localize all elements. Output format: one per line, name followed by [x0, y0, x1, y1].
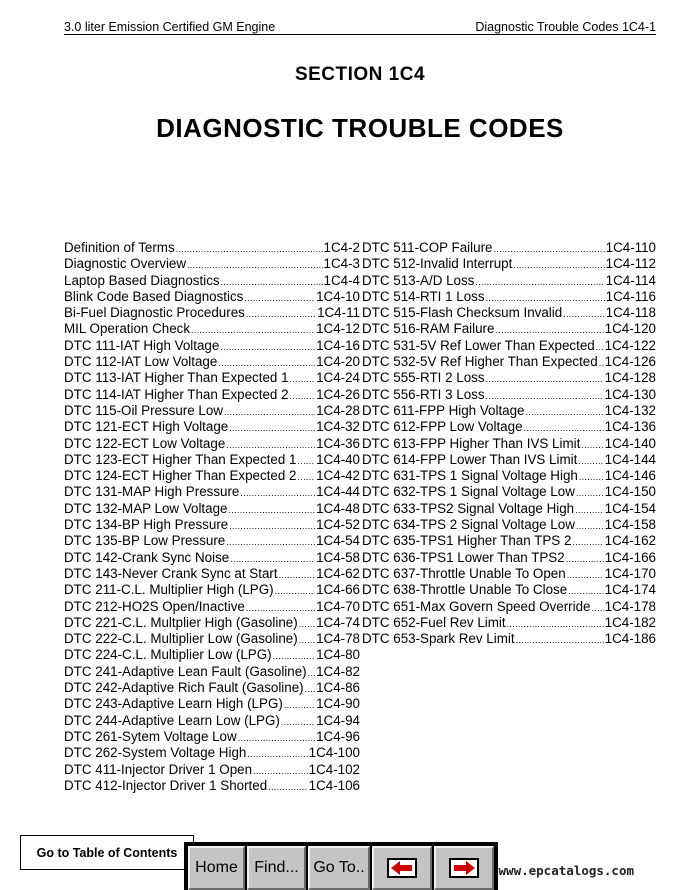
toc-dot-leader: [244, 290, 315, 306]
toc-entry[interactable]: [362, 354, 656, 370]
toc-entry-title: DTC 636-TPS1 Lower Than TPS2: [362, 549, 565, 565]
toc-entry-page: 1C4-136: [604, 419, 656, 435]
toc-entry[interactable]: [64, 778, 360, 794]
toc-dot-leader: [273, 648, 315, 664]
toc-entry-page: 1C4-78: [316, 631, 360, 647]
toc-entry-title: DTC 261-Sytem Voltage Low: [64, 728, 237, 744]
toc-entry-title: DTC 652-Fuel Rev Limit: [362, 614, 506, 630]
toc-dot-leader: [226, 534, 315, 550]
toc-entry[interactable]: [64, 533, 360, 549]
toc-entry-title: DTC 515-Flash Checksum Invalid: [362, 305, 563, 321]
toc-entry[interactable]: [362, 517, 656, 533]
toc-entry[interactable]: [64, 338, 360, 354]
toc-entry-page: 1C4-82: [316, 663, 360, 679]
toc-entry-title: DTC 113-IAT Higher Than Expected 1: [64, 370, 289, 386]
toc-entry[interactable]: [64, 256, 360, 272]
toc-entry[interactable]: [362, 484, 656, 500]
toc-entry-title: DTC 531-5V Ref Lower Than Expected: [362, 337, 595, 353]
toc-entry-page: 1C4-4: [323, 272, 360, 288]
toc-entry-title: DTC 241-Adaptive Lean Fault (Gasoline): [64, 663, 307, 679]
toc-entry[interactable]: [362, 256, 656, 272]
header-right: Diagnostic Trouble Codes 1C4-1: [475, 20, 656, 34]
toc-entry-page: 1C4-116: [605, 288, 656, 304]
toc-entry-title: DTC 637-Throttle Unable To Open: [362, 565, 566, 581]
toc-dot-leader: [524, 420, 604, 436]
toc-entry-title: DTC 511-COP Failure: [362, 240, 493, 255]
toc-entry-page: 1C4-62: [316, 565, 360, 581]
toc-entry[interactable]: [64, 631, 360, 647]
toc-entry[interactable]: [362, 550, 656, 566]
toc-entry-title: DTC 633-TPS2 Signal Voltage High: [362, 500, 575, 516]
toc-entry-page: 1C4-132: [604, 402, 656, 418]
toc-entry[interactable]: [362, 582, 656, 598]
toc-entry[interactable]: [64, 745, 360, 761]
toc-entry[interactable]: [362, 289, 656, 305]
toc-left-column: [64, 240, 360, 794]
toc-entry-page: 1C4-114: [605, 272, 656, 288]
toc-entry-page: 1C4-112: [605, 256, 656, 272]
toc-entry-title: DTC 121-ECT High Voltage: [64, 419, 229, 435]
toc-entry-title: DTC 613-FPP Higher Than IVS Limit: [362, 435, 581, 451]
toc-entry[interactable]: [64, 599, 360, 615]
toc-entry-page: 1C4-186: [604, 631, 656, 647]
toc-entry-page: 1C4-2: [323, 240, 360, 255]
toc-entry-title: DTC 224-C.L. Multiplier Low (LPG): [64, 647, 272, 663]
toc-entry-title: DTC 513-A/D Loss: [362, 272, 475, 288]
toc-dot-leader: [279, 567, 316, 583]
toc-entry-page: 1C4-106: [308, 777, 360, 793]
toc-entry-title: DTC 614-FPP Lower Than IVS Limit: [362, 451, 578, 467]
header-left: 3.0 liter Emission Certified GM Engine: [64, 20, 276, 34]
toc-entry-page: 1C4-128: [604, 370, 656, 386]
toc-entry-title: DTC 122-ECT Low Voltage: [64, 435, 226, 451]
toc-dot-leader: [246, 306, 316, 322]
toc-dot-leader: [281, 714, 315, 730]
toc-entry[interactable]: [64, 273, 360, 289]
toc-entry-page: 1C4-144: [604, 451, 656, 467]
toc-dot-leader: [572, 534, 603, 550]
toc-entry[interactable]: [64, 566, 360, 582]
toc-entry-page: 1C4-178: [604, 598, 656, 614]
back-button[interactable]: [372, 846, 432, 890]
toc-dot-leader: [486, 371, 604, 387]
toc-entry-title: DTC 134-BP High Pressure: [64, 517, 229, 533]
toc-entry-title: DTC 124-ECT Higher Than Expected 2: [64, 468, 297, 484]
go-to-button[interactable]: Go To..: [308, 846, 370, 890]
toc-dot-leader: [578, 453, 603, 469]
toc-entry-title: DTC 651-Max Govern Speed Override: [362, 598, 591, 614]
toc-entry-page: 1C4-110: [605, 240, 656, 255]
watermark-text: www.epcatalogs.com: [498, 863, 634, 878]
toc-entry-title: DTC 653-Spark Rev Limit: [362, 631, 515, 647]
toc-dot-leader: [513, 257, 604, 273]
toc-dot-leader: [246, 600, 315, 616]
toc-entry-page: 1C4-80: [316, 647, 360, 663]
toc-entry-title: DTC 111-IAT High Voltage: [64, 337, 220, 353]
toc-dot-leader: [576, 485, 604, 501]
toc-entry-page: 1C4-90: [316, 696, 360, 712]
header-rule: [64, 34, 656, 35]
toc-dot-leader: [493, 241, 604, 257]
toc-dot-leader: [563, 306, 604, 322]
toc-entry-title: DTC 612-FPP Low Voltage: [362, 419, 523, 435]
toc-entry-page: 1C4-54: [316, 533, 360, 549]
toc-entry[interactable]: [64, 289, 360, 305]
toc-entry-title: DTC 611-FPP High Voltage: [362, 402, 525, 418]
toc-dot-leader: [299, 632, 315, 648]
toc-entry[interactable]: [362, 273, 656, 289]
toc-entry-title: DTC 244-Adaptive Learn Low (LPG): [64, 712, 280, 728]
toc-entry-page: 1C4-32: [316, 419, 360, 435]
toc-dot-leader: [526, 404, 604, 420]
toc-entry[interactable]: [64, 729, 360, 745]
toc-entry-title: DTC 222-C.L. Multiplier Low (Gasoline): [64, 631, 298, 647]
toc-entry[interactable]: [64, 484, 360, 500]
toc-entry[interactable]: [64, 468, 360, 484]
toc-entry[interactable]: [362, 566, 656, 582]
toc-entry-title: DTC 412-Injector Driver 1 Shorted: [64, 777, 268, 793]
toc-entry-page: 1C4-170: [604, 565, 656, 581]
toc-entry-title: DTC 131-MAP High Pressure: [64, 484, 240, 500]
toc-entry-title: DTC 132-MAP Low Voltage: [64, 500, 228, 516]
toc-entry[interactable]: [362, 338, 656, 354]
toc-entry[interactable]: [362, 240, 656, 256]
toc-entry[interactable]: [64, 321, 360, 337]
toc-dot-leader: [475, 274, 604, 290]
toc-entry-title: DTC 135-BP Low Pressure: [64, 533, 226, 549]
toc-entry-title: Bi-Fuel Diagnostic Procedures: [64, 305, 245, 321]
toc-entry[interactable]: [362, 321, 656, 337]
toc-entry-page: 1C4-102: [308, 761, 360, 777]
toc-entry-page: 1C4-182: [604, 614, 656, 630]
toc-entry-page: 1C4-66: [316, 582, 360, 598]
toc-dot-leader: [290, 371, 316, 387]
toc-entry-page: 1C4-100: [308, 745, 360, 761]
toc-entry-page: 1C4-74: [316, 614, 360, 630]
toc-dot-leader: [191, 322, 315, 338]
toc-entry[interactable]: [64, 762, 360, 778]
toc-dot-leader: [229, 502, 316, 518]
toc-dot-leader: [305, 681, 315, 697]
toc-entry[interactable]: [64, 582, 360, 598]
toc-entry-title: DTC 635-TPS1 Higher Than TPS 2: [362, 533, 572, 549]
toc-entry-title: DTC 634-TPS 2 Signal Voltage Low: [362, 517, 575, 533]
toc-entry-page: 1C4-158: [604, 517, 656, 533]
toc-entry[interactable]: [64, 452, 360, 468]
toc-dot-leader: [221, 274, 323, 290]
toc-entry-page: 1C4-140: [604, 435, 656, 451]
toc-dot-leader: [247, 746, 307, 762]
toc-entry[interactable]: [64, 696, 360, 712]
toc-entry-title: Laptop Based Diagnostics: [64, 272, 220, 288]
toc-entry-page: 1C4-26: [316, 386, 360, 402]
toc-entry-page: 1C4-10: [316, 288, 360, 304]
forward-button[interactable]: [434, 846, 494, 890]
toc-entry-page: 1C4-24: [316, 370, 360, 386]
toc-entry-title: Definition of Terms: [64, 240, 175, 255]
toc-dot-leader: [253, 763, 308, 779]
toc-entry-page: 1C4-146: [604, 468, 656, 484]
toc-dot-leader: [576, 518, 604, 534]
toc-entry-page: 1C4-166: [604, 549, 656, 565]
toc-entry[interactable]: [64, 240, 360, 256]
toc-entry[interactable]: [64, 713, 360, 729]
toc-entry[interactable]: [362, 533, 656, 549]
toc-entry-title: DTC 516-RAM Failure: [362, 321, 495, 337]
toc-entry-page: 1C4-44: [316, 484, 360, 500]
toc-entry-page: 1C4-40: [316, 451, 360, 467]
toc-dot-leader: [507, 616, 604, 632]
go-to-table-of-contents-button[interactable]: Go to Table of Contents: [20, 835, 194, 870]
toc-entry[interactable]: [64, 370, 360, 386]
toc-entry-title: DTC 212-HO2S Open/Inactive: [64, 598, 245, 614]
toc-dot-leader: [275, 583, 315, 599]
toc-dot-leader: [284, 697, 315, 713]
toc-entry[interactable]: [64, 354, 360, 370]
home-button[interactable]: Home: [188, 846, 245, 890]
toc-entry-title: DTC 114-IAT Higher Than Expected 2: [64, 386, 289, 402]
toc-entry[interactable]: [362, 419, 656, 435]
toc-entry-title: DTC 514-RTI 1 Loss: [362, 288, 485, 304]
toc-entry[interactable]: [362, 452, 656, 468]
toc-entry[interactable]: [64, 615, 360, 631]
toc-dot-leader: [238, 730, 315, 746]
toc-entry[interactable]: [362, 305, 656, 321]
toc-entry-title: DTC 262-System Voltage High: [64, 745, 247, 761]
toc-entry[interactable]: [64, 387, 360, 403]
toc-entry[interactable]: [64, 305, 360, 321]
toc-entry[interactable]: [362, 615, 656, 631]
toc-dot-leader: [229, 518, 315, 534]
page-title: DIAGNOSTIC TROUBLE CODES: [156, 113, 564, 143]
toc-entry[interactable]: [64, 664, 360, 680]
toc-entry[interactable]: [362, 468, 656, 484]
toc-dot-leader: [299, 616, 315, 632]
toc-entry-page: 1C4-42: [316, 468, 360, 484]
toc-entry[interactable]: [362, 387, 656, 403]
toc-entry-title: Blink Code Based Diagnostics: [64, 288, 244, 304]
navigation-bar: [184, 842, 498, 890]
toc-dot-leader: [486, 388, 604, 404]
toc-entry-title: DTC 631-TPS 1 Signal Voltage High: [362, 468, 578, 484]
toc-entry-title: DTC 211-C.L. Multiplier High (LPG): [64, 582, 274, 598]
toc-entry-page: 1C4-162: [604, 533, 656, 549]
toc-dot-leader: [581, 437, 603, 453]
toc-dot-leader: [599, 355, 604, 371]
toc-entry-page: 1C4-12: [316, 321, 360, 337]
back-arrow-icon: [387, 858, 417, 878]
toc-dot-leader: [308, 665, 315, 681]
toc-dot-leader: [495, 322, 603, 338]
toc-entry[interactable]: [64, 517, 360, 533]
toc-dot-leader: [224, 404, 315, 420]
toc-entry-title: DTC 512-Invalid Interrupt: [362, 256, 513, 272]
toc-entry-title: DTC 115-Oil Pressure Low: [64, 402, 224, 418]
toc-dot-leader: [268, 779, 307, 795]
toc-dot-leader: [297, 453, 315, 469]
toc-entry-page: 1C4-118: [605, 305, 656, 321]
toc-entry-title: DTC 411-Injector Driver 1 Open: [64, 761, 253, 777]
toc-entry-title: DTC 112-IAT Low Voltage: [64, 354, 218, 370]
toc-entry[interactable]: [362, 403, 656, 419]
toc-dot-leader: [240, 485, 315, 501]
toc-entry[interactable]: [362, 370, 656, 386]
toc-entry-page: 1C4-36: [316, 435, 360, 451]
toc-dot-leader: [591, 600, 603, 616]
toc-entry-page: 1C4-130: [604, 386, 656, 402]
toc-entry-page: 1C4-48: [316, 500, 360, 516]
toc-entry-page: 1C4-94: [316, 712, 360, 728]
toc-right-column: [362, 240, 656, 647]
toc-entry[interactable]: [64, 501, 360, 517]
toc-entry-page: 1C4-70: [316, 598, 360, 614]
toc-entry-page: 1C4-3: [323, 256, 360, 272]
toc-entry-title: DTC 243-Adaptive Learn High (LPG): [64, 696, 283, 712]
toc-entry[interactable]: [64, 680, 360, 696]
toc-entry-title: DTC 555-RTI 2 Loss: [362, 370, 485, 386]
toc-entry-page: 1C4-126: [604, 354, 656, 370]
toc-entry-title: DTC 242-Adaptive Rich Fault (Gasoline): [64, 680, 304, 696]
find-button[interactable]: Find...: [247, 846, 306, 890]
toc-dot-leader: [575, 502, 603, 518]
toc-dot-leader: [579, 469, 604, 485]
toc-dot-leader: [596, 339, 604, 355]
forward-arrow-icon: [449, 858, 479, 878]
section-heading: SECTION 1C4: [294, 64, 426, 85]
toc-entry-page: 1C4-16: [316, 337, 360, 353]
toc-entry[interactable]: [362, 599, 656, 615]
toc-entry-title: DTC 532-5V Ref Higher Than Expected: [362, 354, 598, 370]
toc-dot-leader: [220, 339, 315, 355]
toc-entry-page: 1C4-174: [604, 582, 656, 598]
toc-entry[interactable]: [64, 647, 360, 663]
toc-entry[interactable]: [64, 403, 360, 419]
toc-entry-title: DTC 556-RTI 3 Loss: [362, 386, 485, 402]
toc-dot-leader: [486, 290, 605, 306]
toc-entry[interactable]: [362, 436, 656, 452]
toc-entry[interactable]: [362, 631, 656, 647]
toc-dot-leader: [229, 420, 315, 436]
toc-entry[interactable]: [64, 550, 360, 566]
toc-entry-title: DTC 123-ECT Higher Than Expected 1: [64, 451, 297, 467]
toc-dot-leader: [516, 632, 604, 648]
toc-entry-title: DTC 142-Crank Sync Noise: [64, 549, 230, 565]
toc-entry-page: 1C4-154: [604, 500, 656, 516]
toc-dot-leader: [566, 551, 604, 567]
toc-entry-page: 1C4-120: [604, 321, 656, 337]
toc-dot-leader: [297, 469, 315, 485]
toc-dot-leader: [290, 388, 316, 404]
toc-entry-page: 1C4-122: [604, 337, 656, 353]
toc-dot-leader: [568, 583, 603, 599]
toc-entry-page: 1C4-20: [316, 354, 360, 370]
toc-entry-page: 1C4-11: [317, 305, 360, 321]
toc-entry-page: 1C4-58: [316, 549, 360, 565]
toc-entry-page: 1C4-86: [316, 680, 360, 696]
toc-entry[interactable]: [362, 501, 656, 517]
toc-entry[interactable]: [64, 436, 360, 452]
toc-entry-page: 1C4-150: [604, 484, 656, 500]
toc-entry-title: DTC 632-TPS 1 Signal Voltage Low: [362, 484, 575, 500]
toc-entry-title: DTC 638-Throttle Unable To Close: [362, 582, 568, 598]
toc-dot-leader: [230, 551, 315, 567]
toc-entry-title: DTC 143-Never Crank Sync at Start: [64, 565, 278, 581]
toc-dot-leader: [218, 355, 315, 371]
toc-entry-page: 1C4-28: [316, 402, 360, 418]
toc-dot-leader: [187, 257, 322, 273]
toc-entry[interactable]: [64, 419, 360, 435]
toc-dot-leader: [176, 241, 323, 257]
toc-entry-title: MIL Operation Check: [64, 321, 191, 337]
toc-entry-title: DTC 221-C.L. Multplier High (Gasoline): [64, 614, 298, 630]
toc-dot-leader: [226, 437, 315, 453]
toc-dot-leader: [567, 567, 604, 583]
toc-entry-title: Diagnostic Overview: [64, 256, 187, 272]
toc-entry-page: 1C4-96: [316, 728, 360, 744]
toc-entry-page: 1C4-52: [316, 517, 360, 533]
